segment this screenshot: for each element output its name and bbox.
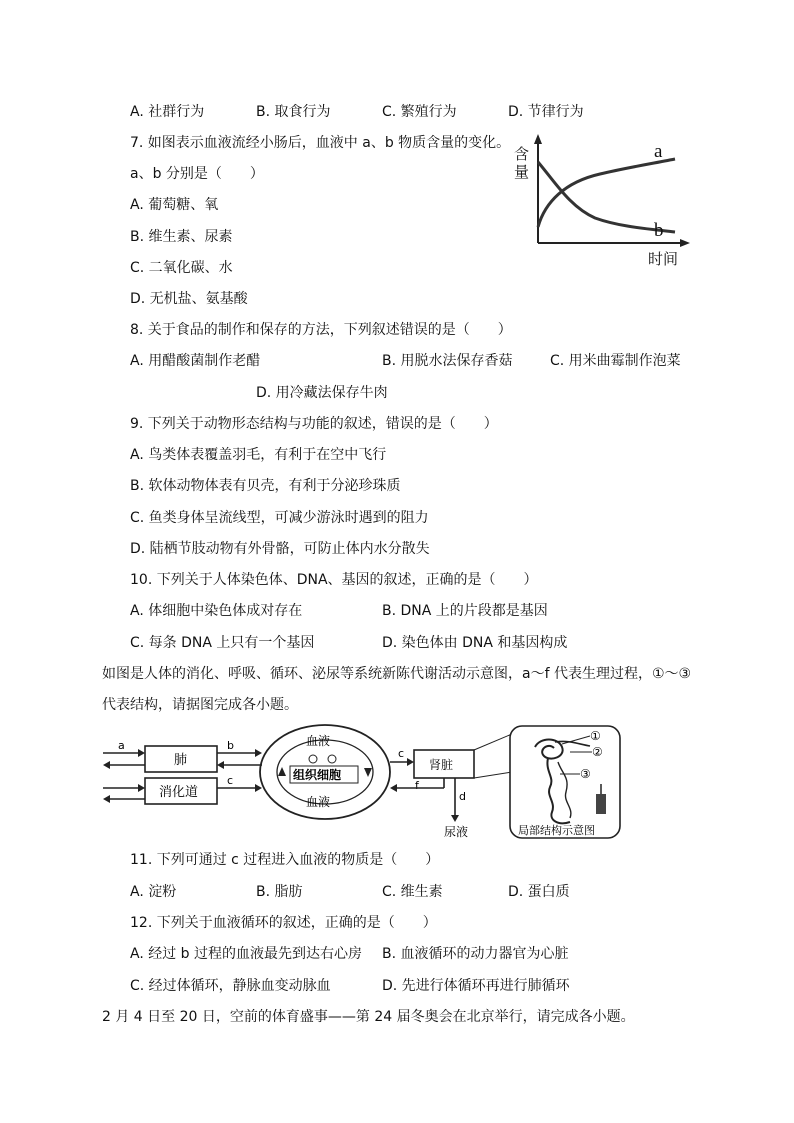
label-c: c [227,774,234,787]
q9-stem: 9. 下列关于动物形态结构与功能的叙述，错误的是（ ） [130,416,498,432]
q8-option-d: D. 用冷藏法保存牛肉 [256,385,388,401]
q6-option-a: A. 社群行为 [130,104,205,120]
curve-a [538,159,675,227]
q10-option-c: C. 每条 DNA 上只有一个基因 [130,635,315,651]
mark-3: ③ [580,767,591,781]
q6-option-d: D. 节律行为 [508,104,584,120]
y-axis-arrow-icon [534,134,542,144]
flow-arrow-left-icon [278,767,286,776]
intro-1-line-2: 代表结构，请据图完成各小题。 [102,697,298,713]
mark-2: ② [592,745,603,759]
cell-nucleus-right-icon [328,755,336,763]
q8-stem: 8. 关于食品的制作和保存的方法，下列叙述错误的是（ ） [130,322,512,338]
collecting-duct-icon [596,794,606,814]
q10-option-a: A. 体细胞中染色体成对存在 [130,603,303,619]
q11-option-a: A. 淀粉 [130,884,177,900]
q7-content-graph [505,132,700,272]
metabolism-diagram [100,722,630,844]
q9-option-d: D. 陆栖节肢动物有外骨骼，可防止体内水分散失 [130,541,430,557]
blood-bottom: 血液 [306,795,331,809]
inset-connector [474,734,512,750]
x-axis-arrow-icon [680,239,690,247]
q12-option-a: A. 经过 b 过程的血液最先到达右心房 [130,946,363,962]
mark-1: ① [590,729,601,743]
label-c2: c [398,747,405,760]
arrow-intake-head-icon [138,784,145,792]
arrow-c-head-icon [255,784,262,792]
label-f: f [415,779,419,792]
inset-connector-2 [474,772,512,778]
q7-option-d: D. 无机盐、氨基酸 [130,291,248,307]
inset-caption: 局部结构示意图 [518,824,595,837]
cell-nucleus-left-icon [309,755,317,763]
arrow-b-head-icon [255,749,262,757]
blood-top: 血液 [306,734,331,748]
q11-option-b: B. 脂肪 [256,884,303,900]
y-label-2: 量 [514,163,530,181]
q10-option-d: D. 染色体由 DNA 和基因构成 [382,635,568,651]
urine-label: 尿液 [444,825,469,839]
label-d: d [459,790,466,803]
lung-label: 肺 [174,753,188,768]
q7-stem: 7. 如图表示血液流经小肠后，血液中 a、b 物质含量的变化。 [130,135,511,151]
q11-stem: 11. 下列可通过 c 过程进入血液的物质是（ ） [130,852,440,868]
label-a: a [118,739,125,752]
arrow-c2-head-icon [407,758,414,766]
tissue-cells-label: 组织细胞 [293,768,342,782]
q6-option-c: C. 繁殖行为 [382,104,457,120]
y-label-1: 含 [514,145,530,163]
q12-stem: 12. 下列关于血液循环的叙述，正确的是（ ） [130,915,437,931]
q7-option-a: A. 葡萄糖、氧 [130,197,219,213]
q12-option-b: B. 血液循环的动力器官为心脏 [382,946,569,962]
q9-option-a: A. 鸟类体表覆盖羽毛，有利于在空中飞行 [130,447,387,463]
q7-option-c: C. 二氧化碳、水 [130,260,233,276]
q8-option-b: B. 用脱水法保存香菇 [382,353,513,369]
arrow-d-head-icon [451,815,459,822]
q9-option-c: C. 鱼类身体呈流线型，可减少游泳时遇到的阻力 [130,510,429,526]
x-label: 时间 [648,250,679,268]
intro-2: 2 月 4 日至 20 日，空前的体育盛事——第 24 届冬奥会在北京举行，请完成各小题。 [102,1009,635,1025]
q7-stem-2: a、b 分别是（ ） [130,166,264,182]
arrow-a-return-head-icon [103,761,110,769]
q11-option-c: C. 维生素 [382,884,443,900]
curve-b-label: b [654,220,664,241]
arrow-a-head-icon [138,749,145,757]
q12-option-c: C. 经过体循环，静脉血变动脉血 [130,978,331,994]
arrow-f-head-icon [390,784,397,792]
q11-option-d: D. 蛋白质 [508,884,570,900]
q8-option-c: C. 用米曲霉制作泡菜 [550,353,681,369]
curve-a-label: a [654,141,663,162]
intro-1-line-1: 如图是人体的消化、呼吸、循环、泌尿等系统新陈代谢活动示意图，a～f 代表生理过程，①～③ [102,666,692,682]
q12-option-d: D. 先进行体循环再进行肺循环 [382,978,570,994]
q9-option-b: B. 软体动物体表有贝壳，有利于分泌珍珠质 [130,478,401,494]
arrow-b-return-head-icon [217,761,224,769]
q10-option-b: B. DNA 上的片段都是基因 [382,603,548,619]
q10-stem: 10. 下列关于人体染色体、DNA、基因的叙述，正确的是（ ） [130,572,538,588]
q7-option-b: B. 维生素、尿素 [130,229,233,245]
q8-option-a: A. 用醋酸菌制作老醋 [130,353,261,369]
flow-arrow-right-icon [364,768,372,777]
q6-option-b: B. 取食行为 [256,104,331,120]
kidney-label: 肾脏 [429,758,454,772]
arrow-egest-head-icon [103,795,110,803]
label-b: b [227,739,234,752]
digestive-label: 消化道 [159,785,199,800]
